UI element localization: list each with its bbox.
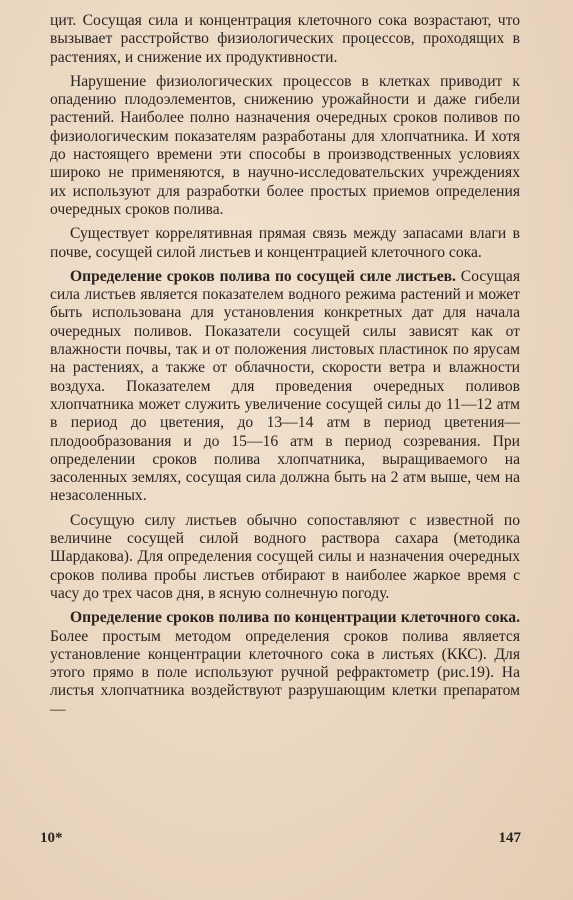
paragraph-2-text: Нарушение физиологических процессов в клетках приводит к опадению плодоэлементов, снижению урожайности и даже гибели растений. Наиболее полно назначения очередных сроков поливов по физиологическим показателям разработаны для хлопчатника. И хотя до настоящего времени эти способы в производственных условиях широко не применяются, в научно-исследовательских учреждениях их используют для разработки более простых приемов определения очередных сроков полива. [50, 72, 520, 218]
paragraph-5-text: Сосущую силу листьев обычно сопоставляют с известной по величине сосущей силой водного раствора сахара (методика Шардакова). Для определения сосущей силы и назначения очередных сроков полива пробы листьев отбирают в наиболее жаркое время с часу до трех часов дня, в ясную солнечную погоду. [50, 511, 520, 602]
paragraph-2 [50, 73, 520, 219]
paragraph-1 [50, 12, 520, 67]
section-heading-sucking-force: Определение сроков полива по сосущей силе листьев. [70, 267, 456, 285]
paragraph-4 [50, 268, 520, 506]
paragraph-6-text: Более простым методом определения сроков полива является установление концентрации клеточного сока в листьях (ККС). Для этого прямо в поле используют ручной рефрактометр (рис.19). На листья хлопчатника воздействуют разрушающим клетки препаратом— [50, 627, 520, 718]
body-text [50, 12, 520, 719]
section-heading-cell-sap: Определение сроков полива по концентрации клеточного сока. [70, 609, 520, 627]
paragraph-3-text: Существует коррелятивная прямая связь между запасами влаги в почве, сосущей силой листьев и концентрацией клеточного сока. [50, 225, 520, 261]
paragraph-3 [50, 225, 520, 262]
paragraph-6 [50, 609, 520, 719]
page-number: 147 [498, 830, 521, 846]
signature-mark: 10* [40, 830, 63, 846]
paragraph-1-text: цит. Сосущая сила и концентрация клеточного сока возрастают, что вызывает расстройство физиологических процессов, проходящих в растениях, и снижение их продуктивности. [50, 12, 520, 66]
paragraph-4-text: Сосущая сила листьев является показателем водного режима растений и может быть использована для установления конкретных дат для начала очередных поливов. Показатели сосущей силы зависят как от влажности почвы, так и от положения листовых пластинок по ярусам на растениях, а также от облачности, скорости ветра и влажности воздуха. Показателем для проведения очередных поливов хлопчатника может служить увеличение сосущей силы до 11—12 атм в период до цветения, до 13—14 атм в период цветения—плодообразования и до 15—16 атм в период созревания. При определении сроков полива хлопчатника, выращиваемого на засоленных землях, сосущая сила должна быть на 2 атм выше, чем на незасоленных. [50, 267, 521, 505]
paragraph-5 [50, 512, 520, 603]
